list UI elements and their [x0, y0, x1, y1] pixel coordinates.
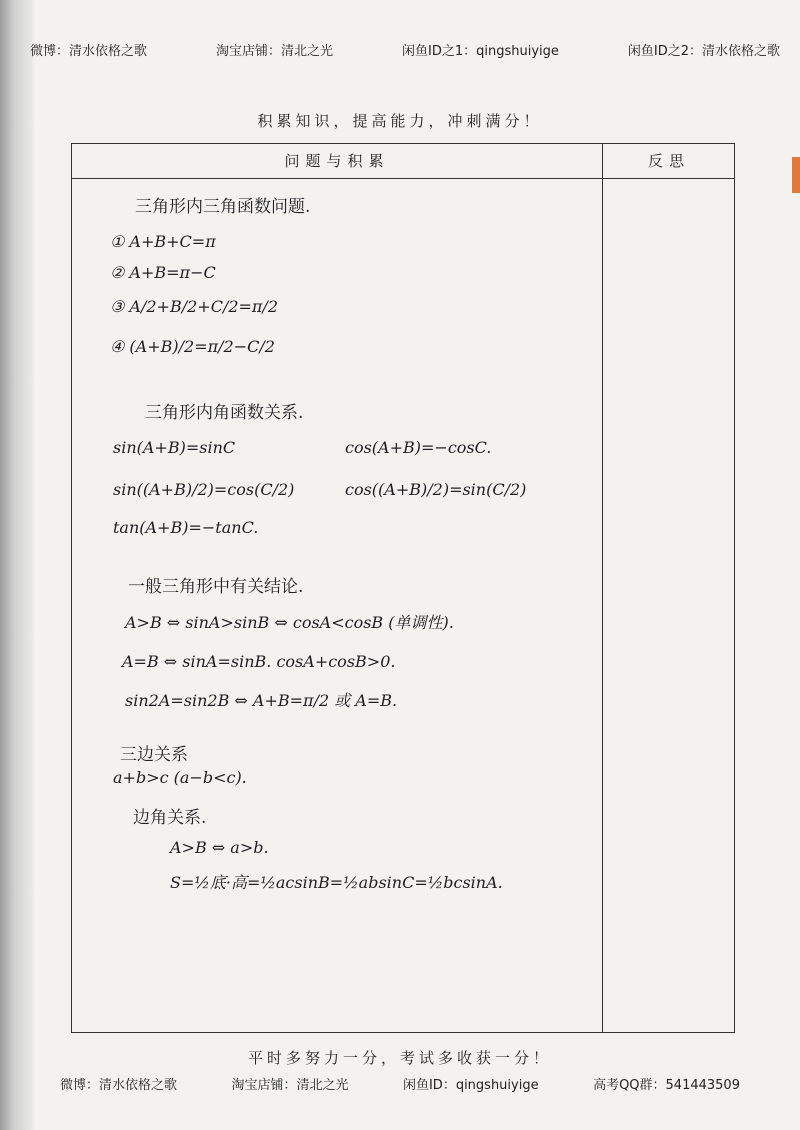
formula-2-1a: sin(A+B)=sinC — [113, 438, 236, 457]
header-xianyu-2: 闲鱼ID之2：清水依格之歌 — [627, 44, 780, 59]
header-weibo: 微博：清水依格之歌 — [30, 44, 148, 59]
header-divider — [72, 178, 734, 179]
formula-2-3: tan(A+B)=−tanC. — [113, 518, 259, 537]
column-header-reflection: 反思 — [647, 152, 690, 170]
formula-2-2b: cos((A+B)/2)=sin(C/2) — [345, 480, 527, 499]
column-divider — [602, 144, 603, 1032]
formula-2-1b: cos(A+B)=−cosC. — [345, 438, 492, 457]
header-taobao: 淘宝店铺：清北之光 — [216, 44, 334, 59]
formula-5-1: A>B ⇔ a>b. — [170, 838, 269, 857]
section-title-5: 边角关系. — [133, 808, 207, 828]
page-header — [30, 40, 780, 59]
section-title-3: 一般三角形中有关结论. — [128, 577, 304, 597]
column-header-notes: 问题与积累 — [284, 152, 390, 170]
formula-1-3: ③ A/2+B/2+C/2=π/2 — [110, 297, 278, 316]
section-title-2: 三角形内角函数关系. — [145, 403, 304, 423]
motto-bottom: 平时多努力一分，考试多收获一分！ — [247, 1049, 552, 1067]
footer-xianyu: 闲鱼ID：qingshuiyige — [402, 1078, 539, 1093]
formula-1-4: ④ (A+B)/2=π/2−C/2 — [110, 337, 275, 356]
formula-1-2: ② A+B=π−C — [110, 263, 216, 282]
formula-2-2a: sin((A+B)/2)=cos(C/2) — [113, 480, 295, 499]
footer-taobao: 淘宝店铺：清北之光 — [231, 1078, 349, 1093]
section-title-4: 三边关系 — [120, 745, 188, 765]
formula-3-3: sin2A=sin2B ⇔ A+B=π/2 或 A=B. — [125, 691, 398, 710]
page-tab-marker — [792, 157, 800, 193]
formula-3-1: A>B ⇔ sinA>sinB ⇔ cosA<cosB (单调性). — [125, 613, 454, 632]
formula-1-1: ① A+B+C=π — [110, 232, 216, 251]
section-title-1: 三角形内三角函数问题. — [135, 197, 311, 217]
footer-weibo: 微博：清水依格之歌 — [60, 1078, 178, 1093]
motto-top: 积累知识，提高能力，冲刺满分！ — [257, 112, 543, 130]
formula-4-1: a+b>c (a−b<c). — [113, 768, 247, 787]
binding-edge — [0, 0, 34, 1130]
formula-3-2: A=B ⇔ sinA=sinB. cosA+cosB>0. — [122, 652, 396, 671]
formula-5-2: S=½底·高=½acsinB=½absinC=½bcsinA. — [170, 873, 503, 892]
page-footer — [60, 1074, 740, 1093]
header-xianyu-1: 闲鱼ID之1：qingshuiyige — [402, 44, 559, 59]
footer-qq: 高考QQ群：541443509 — [593, 1078, 740, 1093]
